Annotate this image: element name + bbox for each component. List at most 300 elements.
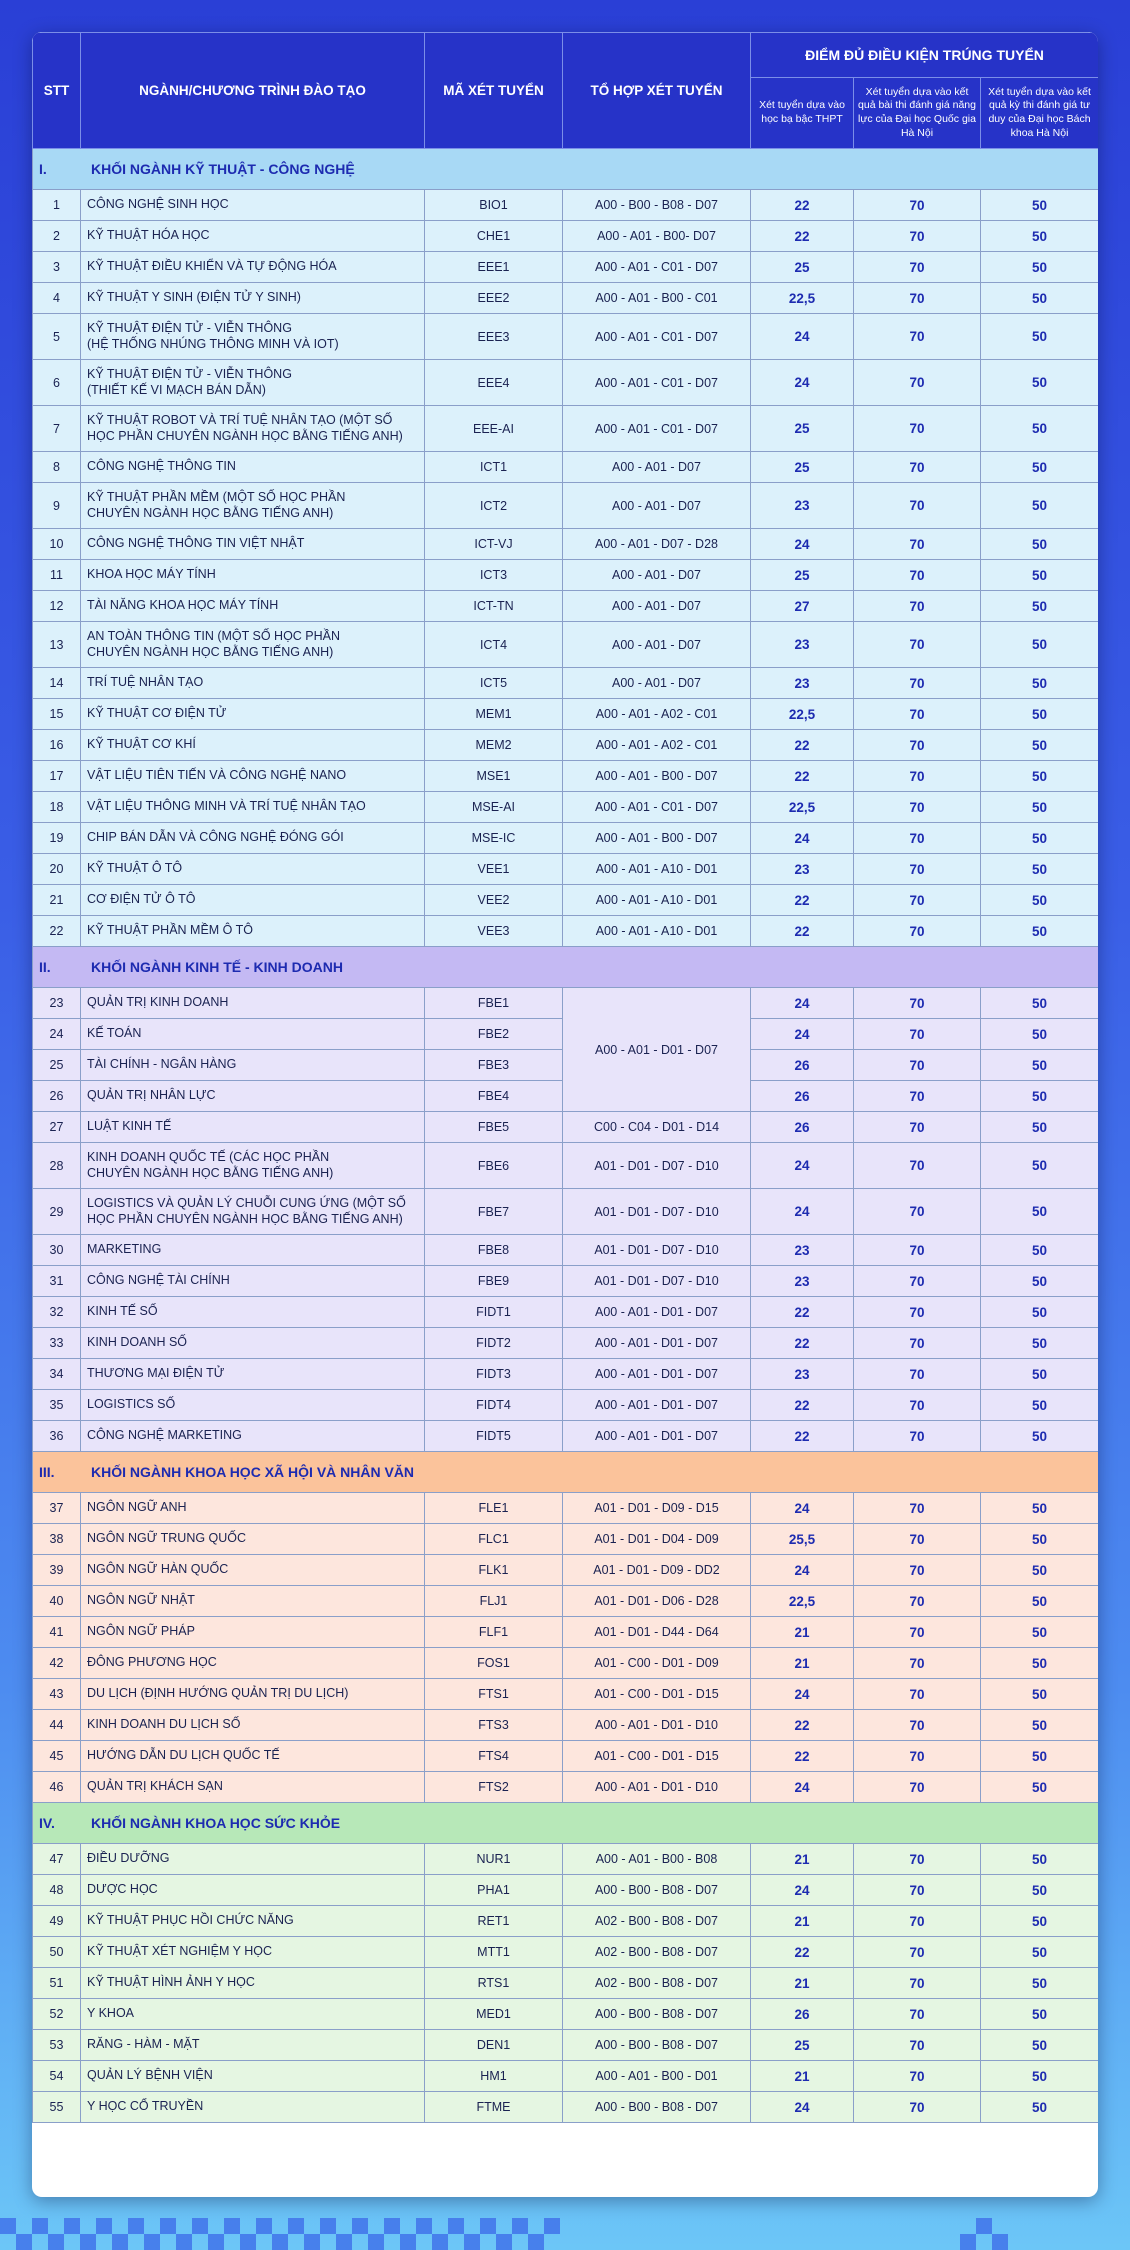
row-code: ICT3 bbox=[425, 560, 563, 591]
row-combo: A00 - A01 - D07 bbox=[563, 622, 751, 668]
checker-square bbox=[400, 2234, 416, 2250]
row-code: FTS4 bbox=[425, 1741, 563, 1772]
row-combo: C00 - C04 - D01 - D14 bbox=[563, 1112, 751, 1143]
checker-decoration bbox=[0, 2202, 1130, 2250]
row-code: DEN1 bbox=[425, 2030, 563, 2061]
checker-square bbox=[96, 2218, 112, 2234]
section-header-row bbox=[33, 1803, 1099, 1844]
row-stt: 41 bbox=[33, 1617, 81, 1648]
row-program-name bbox=[81, 885, 425, 916]
table-row bbox=[33, 1524, 1099, 1555]
row-score-hocba: 27 bbox=[751, 591, 854, 622]
table-row bbox=[33, 483, 1099, 529]
checker-square bbox=[64, 2218, 80, 2234]
header-score-dgnl: Xét tuyển dựa vào kết quả bài thi đánh giá năng lực của Đại học Quốc gia Hà Nội bbox=[854, 78, 981, 149]
table-row bbox=[33, 1586, 1099, 1617]
row-score-dgtd: 50 bbox=[981, 761, 1099, 792]
row-score-hocba: 23 bbox=[751, 1266, 854, 1297]
table-row bbox=[33, 1359, 1099, 1390]
section-header-cell bbox=[33, 1452, 1099, 1493]
row-score-dgtd: 50 bbox=[981, 1906, 1099, 1937]
row-code: ICT-VJ bbox=[425, 529, 563, 560]
row-score-dgtd: 50 bbox=[981, 1328, 1099, 1359]
row-score-dgtd: 50 bbox=[981, 1617, 1099, 1648]
table-row bbox=[33, 529, 1099, 560]
row-score-dgnl: 70 bbox=[854, 1999, 981, 2030]
table-header bbox=[33, 33, 1099, 149]
row-program-name bbox=[81, 1493, 425, 1524]
row-score-dgtd: 50 bbox=[981, 1019, 1099, 1050]
row-code: FBE2 bbox=[425, 1019, 563, 1050]
table-row bbox=[33, 1968, 1099, 1999]
row-stt: 32 bbox=[33, 1297, 81, 1328]
row-score-hocba: 24 bbox=[751, 1679, 854, 1710]
row-code: FTS1 bbox=[425, 1679, 563, 1710]
row-score-dgtd: 50 bbox=[981, 699, 1099, 730]
table-row bbox=[33, 1555, 1099, 1586]
row-score-dgnl: 70 bbox=[854, 1741, 981, 1772]
checker-square bbox=[32, 2218, 48, 2234]
row-score-hocba: 25,5 bbox=[751, 1524, 854, 1555]
row-program-name bbox=[81, 529, 425, 560]
row-score-hocba: 23 bbox=[751, 1235, 854, 1266]
row-score-dgnl: 70 bbox=[854, 1235, 981, 1266]
row-combo: A00 - A01 - A10 - D01 bbox=[563, 885, 751, 916]
table-row bbox=[33, 1235, 1099, 1266]
checker-square bbox=[480, 2218, 496, 2234]
row-program-name bbox=[81, 1555, 425, 1586]
row-combo: A00 - A01 - A02 - C01 bbox=[563, 730, 751, 761]
row-stt: 17 bbox=[33, 761, 81, 792]
row-code: HM1 bbox=[425, 2061, 563, 2092]
row-code: FLJ1 bbox=[425, 1586, 563, 1617]
row-score-hocba: 22 bbox=[751, 190, 854, 221]
row-combo: A00 - A01 - C01 - D07 bbox=[563, 406, 751, 452]
row-combo: A00 - A01 - D07 bbox=[563, 591, 751, 622]
row-score-dgnl: 70 bbox=[854, 2092, 981, 2123]
row-program-name bbox=[81, 730, 425, 761]
row-code: BIO1 bbox=[425, 190, 563, 221]
row-score-dgnl: 70 bbox=[854, 1710, 981, 1741]
row-score-hocba: 25 bbox=[751, 406, 854, 452]
program-name-line1: CƠ ĐIỆN TỬ Ô TÔ bbox=[87, 892, 196, 907]
row-score-dgnl: 70 bbox=[854, 560, 981, 591]
row-score-dgnl: 70 bbox=[854, 283, 981, 314]
row-code: MEM2 bbox=[425, 730, 563, 761]
row-score-hocba: 21 bbox=[751, 1968, 854, 1999]
row-combo: A02 - B00 - B08 - D07 bbox=[563, 1906, 751, 1937]
row-stt: 28 bbox=[33, 1143, 81, 1189]
row-program-name bbox=[81, 1617, 425, 1648]
row-combo: A00 - B00 - B08 - D07 bbox=[563, 2092, 751, 2123]
row-score-dgtd: 50 bbox=[981, 1359, 1099, 1390]
row-program-name bbox=[81, 483, 425, 529]
row-stt: 53 bbox=[33, 2030, 81, 2061]
row-score-dgnl: 70 bbox=[854, 792, 981, 823]
row-score-dgtd: 50 bbox=[981, 1772, 1099, 1803]
row-score-hocba: 21 bbox=[751, 1648, 854, 1679]
row-code: FIDT2 bbox=[425, 1328, 563, 1359]
row-code: ICT5 bbox=[425, 668, 563, 699]
table-row bbox=[33, 792, 1099, 823]
row-score-dgnl: 70 bbox=[854, 221, 981, 252]
row-score-hocba: 25 bbox=[751, 560, 854, 591]
row-program-name bbox=[81, 1772, 425, 1803]
program-name-line2: CHUYÊN NGÀNH HỌC BẰNG TIẾNG ANH) bbox=[87, 1165, 334, 1180]
row-code: VEE2 bbox=[425, 885, 563, 916]
row-score-hocba: 22,5 bbox=[751, 699, 854, 730]
row-code: FBE3 bbox=[425, 1050, 563, 1081]
row-stt: 45 bbox=[33, 1741, 81, 1772]
row-program-name bbox=[81, 823, 425, 854]
row-stt: 55 bbox=[33, 2092, 81, 2123]
table-row bbox=[33, 1906, 1099, 1937]
program-name-line1: ĐIỀU DƯỠNG bbox=[87, 1851, 170, 1866]
row-combo: A01 - C00 - D01 - D15 bbox=[563, 1679, 751, 1710]
program-name-line2: HỌC PHẦN CHUYÊN NGÀNH HỌC BẰNG TIẾNG ANH) bbox=[87, 1211, 403, 1226]
checker-square bbox=[496, 2234, 512, 2250]
row-stt: 54 bbox=[33, 2061, 81, 2092]
table-row bbox=[33, 1143, 1099, 1189]
row-program-name bbox=[81, 1359, 425, 1390]
row-score-dgnl: 70 bbox=[854, 1359, 981, 1390]
row-score-dgtd: 50 bbox=[981, 885, 1099, 916]
checker-square bbox=[368, 2234, 384, 2250]
row-score-dgtd: 50 bbox=[981, 988, 1099, 1019]
row-program-name bbox=[81, 1235, 425, 1266]
row-combo: A00 - A01 - B00 - D07 bbox=[563, 761, 751, 792]
row-score-hocba: 23 bbox=[751, 622, 854, 668]
row-score-dgnl: 70 bbox=[854, 1844, 981, 1875]
header-code: MÃ XÉT TUYỂN bbox=[425, 33, 563, 149]
checker-square bbox=[0, 2218, 16, 2234]
row-stt: 9 bbox=[33, 483, 81, 529]
row-score-dgnl: 70 bbox=[854, 1050, 981, 1081]
header-program: NGÀNH/CHƯƠNG TRÌNH ĐÀO TẠO bbox=[81, 33, 425, 149]
checker-square bbox=[544, 2218, 560, 2234]
row-score-dgnl: 70 bbox=[854, 452, 981, 483]
row-score-hocba: 24 bbox=[751, 1875, 854, 1906]
row-stt: 8 bbox=[33, 452, 81, 483]
program-name-line1: VẬT LIỆU TIÊN TIẾN VÀ CÔNG NGHỆ NANO bbox=[87, 768, 347, 783]
row-program-name bbox=[81, 1421, 425, 1452]
section-health-sciences bbox=[33, 1803, 1099, 2123]
checker-square bbox=[448, 2218, 464, 2234]
row-code: MSE-IC bbox=[425, 823, 563, 854]
row-stt: 14 bbox=[33, 668, 81, 699]
row-combo: A00 - A01 - B00 - D01 bbox=[563, 2061, 751, 2092]
row-combo: A02 - B00 - B08 - D07 bbox=[563, 1968, 751, 1999]
row-combo: A00 - A01 - D07 bbox=[563, 452, 751, 483]
row-score-dgnl: 70 bbox=[854, 1617, 981, 1648]
checker-square bbox=[464, 2234, 480, 2250]
table-row bbox=[33, 360, 1099, 406]
row-score-dgnl: 70 bbox=[854, 591, 981, 622]
row-code: FTS3 bbox=[425, 1710, 563, 1741]
row-score-hocba: 21 bbox=[751, 1844, 854, 1875]
checker-square bbox=[288, 2218, 304, 2234]
checker-square bbox=[176, 2234, 192, 2250]
row-score-dgtd: 50 bbox=[981, 252, 1099, 283]
table-row bbox=[33, 1328, 1099, 1359]
row-score-hocba: 22,5 bbox=[751, 792, 854, 823]
checker-square bbox=[128, 2218, 144, 2234]
section-title: KHỐI NGÀNH KHOA HỌC XÃ HỘI VÀ NHÂN VĂN bbox=[91, 1464, 415, 1480]
row-score-dgtd: 50 bbox=[981, 406, 1099, 452]
section-number: II. bbox=[39, 959, 51, 975]
row-combo: A00 - A01 - A10 - D01 bbox=[563, 916, 751, 947]
program-name-line1: KẾ TOÁN bbox=[87, 1026, 142, 1041]
row-combo: A01 - D01 - D09 - D15 bbox=[563, 1493, 751, 1524]
row-score-dgtd: 50 bbox=[981, 1235, 1099, 1266]
row-combo: A01 - D01 - D09 - DD2 bbox=[563, 1555, 751, 1586]
row-score-dgnl: 70 bbox=[854, 1648, 981, 1679]
row-score-dgtd: 50 bbox=[981, 1844, 1099, 1875]
row-score-dgnl: 70 bbox=[854, 1968, 981, 1999]
row-code: FLE1 bbox=[425, 1493, 563, 1524]
table-row bbox=[33, 406, 1099, 452]
row-stt: 23 bbox=[33, 988, 81, 1019]
program-name-line1: LOGISTICS VÀ QUẢN LÝ CHUỖI CUNG ỨNG (MỘT SỐ bbox=[87, 1195, 406, 1210]
row-stt: 39 bbox=[33, 1555, 81, 1586]
row-score-dgnl: 70 bbox=[854, 1328, 981, 1359]
row-score-dgnl: 70 bbox=[854, 1875, 981, 1906]
row-score-dgnl: 70 bbox=[854, 406, 981, 452]
row-program-name bbox=[81, 2030, 425, 2061]
table-row bbox=[33, 1112, 1099, 1143]
checker-square bbox=[256, 2218, 272, 2234]
row-code: FIDT4 bbox=[425, 1390, 563, 1421]
row-score-dgnl: 70 bbox=[854, 668, 981, 699]
row-code: VEE3 bbox=[425, 916, 563, 947]
row-stt: 7 bbox=[33, 406, 81, 452]
table-row bbox=[33, 1710, 1099, 1741]
row-code: PHA1 bbox=[425, 1875, 563, 1906]
checker-square bbox=[192, 2218, 208, 2234]
row-score-hocba: 24 bbox=[751, 360, 854, 406]
table-row bbox=[33, 314, 1099, 360]
row-combo: A01 - D01 - D44 - D64 bbox=[563, 1617, 751, 1648]
row-score-dgtd: 50 bbox=[981, 1999, 1099, 2030]
row-combo: A00 - A01 - D01 - D10 bbox=[563, 1710, 751, 1741]
row-combo: A01 - D01 - D04 - D09 bbox=[563, 1524, 751, 1555]
row-combo: A00 - A01 - B00 - D07 bbox=[563, 823, 751, 854]
row-stt: 29 bbox=[33, 1189, 81, 1235]
program-name-line1: KỸ THUẬT ĐIỆN TỬ - VIỄN THÔNG bbox=[87, 320, 292, 335]
row-program-name bbox=[81, 591, 425, 622]
program-name-line1: QUẢN TRỊ NHÂN LỰC bbox=[87, 1088, 216, 1103]
row-score-dgnl: 70 bbox=[854, 823, 981, 854]
program-name-line1: KỸ THUẬT HÓA HỌC bbox=[87, 228, 210, 243]
section-header-cell bbox=[33, 149, 1099, 190]
row-score-dgtd: 50 bbox=[981, 221, 1099, 252]
row-score-dgtd: 50 bbox=[981, 1586, 1099, 1617]
row-score-hocba: 22 bbox=[751, 1390, 854, 1421]
checker-square bbox=[224, 2218, 240, 2234]
row-program-name bbox=[81, 622, 425, 668]
row-program-name bbox=[81, 2092, 425, 2123]
program-name-line1: KỸ THUẬT PHỤC HỒI CHỨC NĂNG bbox=[87, 1913, 294, 1928]
row-stt: 6 bbox=[33, 360, 81, 406]
row-code: FTS2 bbox=[425, 1772, 563, 1803]
row-stt: 18 bbox=[33, 792, 81, 823]
row-score-hocba: 23 bbox=[751, 1359, 854, 1390]
row-code: FBE7 bbox=[425, 1189, 563, 1235]
program-name-line1: AN TOÀN THÔNG TIN (MỘT SỐ HỌC PHẦN bbox=[87, 628, 341, 643]
checker-square bbox=[144, 2234, 160, 2250]
row-stt: 10 bbox=[33, 529, 81, 560]
row-score-hocba: 21 bbox=[751, 1617, 854, 1648]
row-stt: 4 bbox=[33, 283, 81, 314]
table-row bbox=[33, 1648, 1099, 1679]
row-combo: A00 - A01 - A02 - C01 bbox=[563, 699, 751, 730]
row-stt: 37 bbox=[33, 1493, 81, 1524]
row-code: FOS1 bbox=[425, 1648, 563, 1679]
row-program-name bbox=[81, 792, 425, 823]
row-score-dgtd: 50 bbox=[981, 2061, 1099, 2092]
row-stt: 1 bbox=[33, 190, 81, 221]
program-name-line1: TÀI CHÍNH - NGÂN HÀNG bbox=[87, 1057, 237, 1072]
checker-square bbox=[416, 2218, 432, 2234]
row-score-hocba: 25 bbox=[751, 452, 854, 483]
row-combo: A01 - D01 - D07 - D10 bbox=[563, 1235, 751, 1266]
program-name-line1: Y KHOA bbox=[87, 2006, 135, 2021]
header-score-dgtd: Xét tuyển dựa vào kết quả kỳ thi đánh giá tư duy của Đại học Bách khoa Hà Nội bbox=[981, 78, 1099, 149]
checker-square bbox=[352, 2218, 368, 2234]
row-score-dgtd: 50 bbox=[981, 1555, 1099, 1586]
program-name-line1: KỸ THUẬT ĐIỆN TỬ - VIỄN THÔNG bbox=[87, 366, 292, 381]
table-row bbox=[33, 2092, 1099, 2123]
row-score-dgtd: 50 bbox=[981, 823, 1099, 854]
row-stt: 13 bbox=[33, 622, 81, 668]
table-row bbox=[33, 761, 1099, 792]
row-score-dgtd: 50 bbox=[981, 591, 1099, 622]
row-stt: 12 bbox=[33, 591, 81, 622]
table-row bbox=[33, 1390, 1099, 1421]
row-code: EEE4 bbox=[425, 360, 563, 406]
row-program-name bbox=[81, 1019, 425, 1050]
program-name-line1: TRÍ TUỆ NHÂN TẠO bbox=[87, 675, 204, 690]
header-combo: TỔ HỢP XÉT TUYỂN bbox=[563, 33, 751, 149]
program-name-line1: QUẢN TRỊ KINH DOANH bbox=[87, 995, 229, 1010]
program-name-line1: CÔNG NGHỆ THÔNG TIN VIỆT NHẬT bbox=[87, 536, 305, 551]
table-row bbox=[33, 2030, 1099, 2061]
header-stt: STT bbox=[33, 33, 81, 149]
program-name-line1: KINH DOANH QUỐC TẾ (CÁC HỌC PHẦN bbox=[87, 1149, 330, 1164]
table-row bbox=[33, 699, 1099, 730]
table-row bbox=[33, 916, 1099, 947]
program-name-line1: KỸ THUẬT Y SINH (ĐIỆN TỬ Y SINH) bbox=[87, 290, 301, 305]
program-name-line1: DU LỊCH (ĐỊNH HƯỚNG QUẢN TRỊ DU LỊCH) bbox=[87, 1686, 349, 1701]
row-code: FLF1 bbox=[425, 1617, 563, 1648]
row-score-dgnl: 70 bbox=[854, 854, 981, 885]
row-code: MTT1 bbox=[425, 1937, 563, 1968]
row-combo: A00 - A01 - A10 - D01 bbox=[563, 854, 751, 885]
row-code: RET1 bbox=[425, 1906, 563, 1937]
program-name-line1: CÔNG NGHỆ SINH HỌC bbox=[87, 197, 229, 212]
section-title: KHỐI NGÀNH KINH TẾ - KINH DOANH bbox=[91, 959, 343, 975]
row-program-name bbox=[81, 314, 425, 360]
program-name-line1: NGÔN NGỮ TRUNG QUỐC bbox=[87, 1531, 247, 1546]
row-stt: 43 bbox=[33, 1679, 81, 1710]
row-score-hocba: 22 bbox=[751, 1741, 854, 1772]
row-score-dgtd: 50 bbox=[981, 1421, 1099, 1452]
row-combo: A01 - C00 - D01 - D15 bbox=[563, 1741, 751, 1772]
row-score-hocba: 25 bbox=[751, 2030, 854, 2061]
row-code: ICT4 bbox=[425, 622, 563, 668]
row-score-dgnl: 70 bbox=[854, 314, 981, 360]
checker-square bbox=[384, 2218, 400, 2234]
program-name-line1: KỸ THUẬT PHẦN MỀM (MỘT SỐ HỌC PHẦN bbox=[87, 489, 346, 504]
row-score-hocba: 22 bbox=[751, 885, 854, 916]
row-combo: A01 - D01 - D07 - D10 bbox=[563, 1189, 751, 1235]
table-row bbox=[33, 730, 1099, 761]
row-stt: 47 bbox=[33, 1844, 81, 1875]
program-name-line1: KỸ THUẬT XÉT NGHIỆM Y HỌC bbox=[87, 1944, 272, 1959]
program-name-line1: NGÔN NGỮ PHÁP bbox=[87, 1624, 195, 1639]
row-score-dgnl: 70 bbox=[854, 483, 981, 529]
row-score-hocba: 23 bbox=[751, 668, 854, 699]
row-score-dgnl: 70 bbox=[854, 1143, 981, 1189]
row-program-name bbox=[81, 221, 425, 252]
row-combo: A00 - B00 - B08 - D07 bbox=[563, 2030, 751, 2061]
row-score-dgtd: 50 bbox=[981, 1875, 1099, 1906]
row-score-hocba: 22 bbox=[751, 1328, 854, 1359]
row-program-name bbox=[81, 854, 425, 885]
row-program-name bbox=[81, 360, 425, 406]
row-stt: 5 bbox=[33, 314, 81, 360]
row-code: MSE-AI bbox=[425, 792, 563, 823]
program-name-line1: KINH DOANH DU LỊCH SỐ bbox=[87, 1717, 241, 1732]
row-stt: 51 bbox=[33, 1968, 81, 1999]
row-score-dgnl: 70 bbox=[854, 2030, 981, 2061]
table-row bbox=[33, 560, 1099, 591]
row-score-dgnl: 70 bbox=[854, 699, 981, 730]
program-name-line1: LOGISTICS SỐ bbox=[87, 1397, 176, 1412]
program-name-line2: CHUYÊN NGÀNH HỌC BẰNG TIẾNG ANH) bbox=[87, 644, 334, 659]
program-name-line1: NGÔN NGỮ NHẬT bbox=[87, 1593, 195, 1608]
row-score-dgtd: 50 bbox=[981, 792, 1099, 823]
row-score-hocba: 26 bbox=[751, 1999, 854, 2030]
row-stt: 36 bbox=[33, 1421, 81, 1452]
program-name-line1: CÔNG NGHỆ TÀI CHÍNH bbox=[87, 1273, 230, 1288]
row-score-dgtd: 50 bbox=[981, 1710, 1099, 1741]
row-combo: A00 - A01 - B00- D07 bbox=[563, 221, 751, 252]
row-combo: A00 - B00 - B08 - D07 bbox=[563, 190, 751, 221]
row-score-dgnl: 70 bbox=[854, 1019, 981, 1050]
row-code: FIDT5 bbox=[425, 1421, 563, 1452]
row-program-name bbox=[81, 1968, 425, 1999]
row-score-dgnl: 70 bbox=[854, 1679, 981, 1710]
row-code: FBE6 bbox=[425, 1143, 563, 1189]
row-stt: 15 bbox=[33, 699, 81, 730]
table-row bbox=[33, 1999, 1099, 2030]
row-program-name bbox=[81, 699, 425, 730]
row-score-dgtd: 50 bbox=[981, 622, 1099, 668]
row-score-hocba: 22 bbox=[751, 221, 854, 252]
row-stt: 24 bbox=[33, 1019, 81, 1050]
program-name-line2: (HỆ THỐNG NHÚNG THÔNG MINH VÀ IOT) bbox=[87, 336, 339, 351]
row-stt: 49 bbox=[33, 1906, 81, 1937]
table-row bbox=[33, 1493, 1099, 1524]
row-stt: 30 bbox=[33, 1235, 81, 1266]
row-score-dgtd: 50 bbox=[981, 283, 1099, 314]
row-score-hocba: 22 bbox=[751, 761, 854, 792]
table-row bbox=[33, 591, 1099, 622]
table-row bbox=[33, 221, 1099, 252]
row-code: FBE4 bbox=[425, 1081, 563, 1112]
table-row bbox=[33, 668, 1099, 699]
